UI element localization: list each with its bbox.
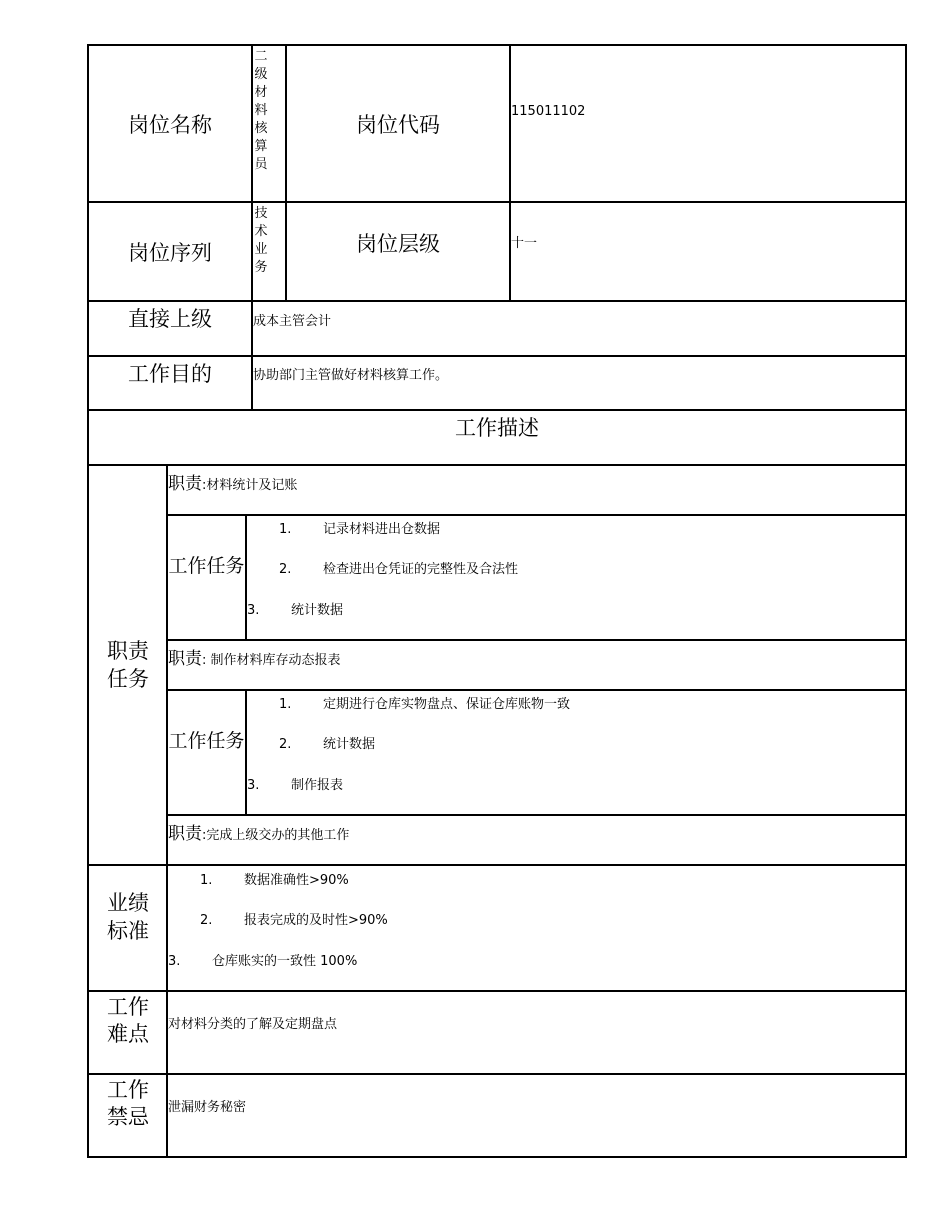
task-item: 3. 统计数据: [247, 603, 344, 618]
row-divider: [87, 990, 907, 992]
duty-text: :完成上级交办的其他工作: [202, 828, 350, 843]
task-item: 2. 检查进出仓凭证的完整性及合法性: [279, 562, 519, 577]
row-divider: [87, 355, 907, 357]
row-divider: [87, 464, 907, 466]
purpose-label: 工作目的: [128, 362, 212, 386]
duty-heading: [168, 469, 297, 494]
duty-text: : 制作材料库存动态报表: [202, 653, 341, 668]
task-item: 1. 记录材料进出仓数据: [279, 522, 441, 537]
position-code-label: 岗位代码: [356, 112, 440, 137]
position-level-value: 十一: [511, 236, 538, 251]
row-divider: [87, 300, 907, 302]
task-item: 3. 制作报表: [247, 778, 344, 793]
difficulty-label: 工作难点: [107, 995, 149, 1046]
purpose-value: 协助部门主管做好材料核算工作。: [253, 368, 449, 383]
position-series-value: 技术业务: [254, 206, 268, 275]
difficulty-value: 对材料分类的了解及定期盘点: [168, 1017, 338, 1032]
performance-item: 1. 数据准确性>90%: [200, 873, 349, 888]
row-divider: [166, 514, 907, 516]
row-divider: [166, 689, 907, 691]
position-code-value: 115011102: [511, 104, 586, 119]
duty-prefix: 职责: [168, 824, 202, 844]
position-name-label: 岗位名称: [128, 112, 212, 137]
row-divider: [87, 409, 907, 411]
superior-label: 直接上级: [128, 307, 212, 331]
duty-text: :材料统计及记账: [202, 478, 298, 493]
duty-heading: [168, 819, 349, 844]
taboo-label: 工作禁忌: [107, 1078, 149, 1129]
performance-item: 2. 报表完成的及时性>90%: [200, 913, 388, 928]
row-divider: [87, 864, 907, 866]
row-divider: [166, 814, 907, 816]
performance-label: 业绩标准: [107, 891, 149, 943]
duty-prefix: 职责: [168, 649, 202, 669]
superior-value: 成本主管会计: [253, 314, 332, 329]
taboo-value: 泄漏财务秘密: [168, 1100, 247, 1115]
task-label: 工作任务: [168, 555, 245, 577]
col-divider: [245, 689, 247, 815]
duty-prefix: 职责: [168, 474, 202, 494]
performance-item: 3. 仓库账实的一致性 100%: [168, 954, 358, 969]
col-divider: [245, 514, 247, 640]
duty-heading: [168, 644, 341, 669]
position-series-label: 岗位序列: [128, 240, 212, 265]
row-divider: [166, 639, 907, 641]
position-name-value: 二级材料核算员: [254, 49, 268, 172]
task-label: 工作任务: [168, 730, 245, 752]
task-item: 1. 定期进行仓库实物盘点、保证仓库账物一致: [279, 697, 571, 712]
description-title: 工作描述: [455, 416, 539, 440]
table-border-bottom: [87, 1156, 907, 1158]
row-divider: [87, 1073, 907, 1075]
duties-label: 职责任务: [107, 639, 149, 691]
position-level-label: 岗位层级: [356, 231, 440, 256]
col-divider: [509, 44, 511, 301]
task-item: 2. 统计数据: [279, 737, 376, 752]
